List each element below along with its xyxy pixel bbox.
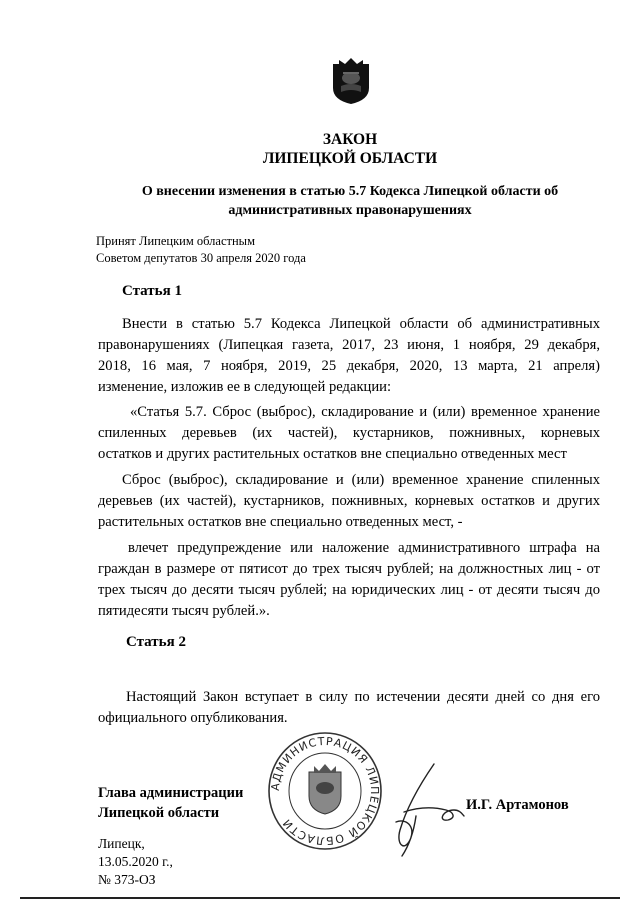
signatory-title [98,783,243,823]
intro-line: Внести в статью 5.7 Кодекса Липецкой области об административных [122,316,600,332]
subtitle-line-2: административных правонарушениях [228,203,472,218]
article-2-line: официального опубликования. [98,710,288,726]
body-line: Сброс (выброс), складирование и (или) временное хранение спиленных [122,472,600,488]
penalty-line: граждан в размере от пятисот до трех тысяч рублей; на должностных лиц - от [98,561,600,577]
subtitle-line-1: О внесении изменения в статью 5.7 Кодекса Липецкой области об [141,184,559,199]
article-1-penalty [98,538,600,622]
place-city: Липецк, [98,836,145,851]
article-1-body [98,470,600,533]
intro-line: правонарушениях (Липецкая газета, 2017, 23 июня, 1 ноября, 29 декабря, [98,337,600,353]
quote-title-line: «Статья 5.7. Сброс (выброс), складирование и (или) временное хранение [130,404,600,420]
quote-title-line: остатков и других растительных остатков вне специально отведенных мест [98,446,567,462]
intro-line: 2018, 16 мая, 7 ноября, 2019, 25 декабря, 2020, 13 марта, 21 апреля) [98,358,600,374]
title-line-2: ЛИПЕЦКОЙ ОБЛАСТИ [262,150,438,167]
seal-text: АДМИНИСТРАЦИЯ ЛИПЕЦКОЙ ОБЛАСТИ [268,734,382,848]
place-date: 13.05.2020 г., [98,854,173,869]
penalty-line: трех тысяч до десяти тысяч рублей; на юридических лиц - от десяти тысяч до [98,582,600,598]
article-2-heading: Статья 2 [126,634,186,650]
place-date-number [98,835,173,889]
penalty-line: пятидесяти тысяч рублей.». [98,603,270,619]
body-line: растительных остатков вне специально отведенных мест, - [98,514,463,530]
adopted-note [96,233,306,267]
article-1-heading: Статья 1 [122,283,182,299]
intro-line: изменение, изложив ее в следующей редакции: [98,379,392,395]
page-bottom-border [20,897,620,899]
penalty-line: влечет предупреждение или наложение административного штрафа на [128,540,600,556]
body-line: деревьев (их частей), кустарников, пожнивных, корневых остатков и других [98,493,600,509]
article-2-body [98,687,600,729]
signatory-name: И.Г. Артамонов [466,797,569,813]
handwritten-signature [386,760,466,860]
article-1-intro [98,314,600,398]
adopted-line-1: Принят Липецким областным [96,234,255,248]
quote-title [98,402,600,465]
official-seal-stamp [266,730,384,852]
signatory-title-line-1: Глава администрации [98,785,244,801]
subtitle [90,182,610,220]
quote-title-line: спиленных деревьев (их частей), кустарников, пожнивных, корневых [98,425,600,441]
coat-of-arms-icon [329,56,373,106]
adopted-line-2: Советом депутатов 30 апреля 2020 года [96,251,306,265]
signatory-title-line-2: Липецкой области [98,805,220,821]
law-number: № 373-ОЗ [98,872,156,887]
title-line-1: ЗАКОН [322,131,378,148]
article-2-line: Настоящий Закон вступает в силу по истечении десяти дней со дня его [126,689,600,705]
